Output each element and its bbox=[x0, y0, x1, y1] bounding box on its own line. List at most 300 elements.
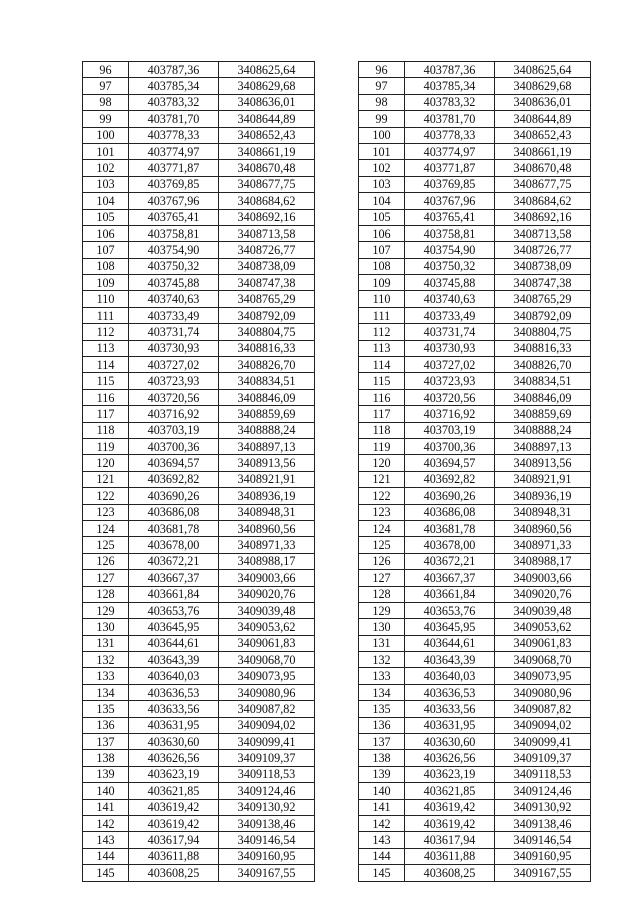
coordinate-table-right bbox=[358, 61, 591, 882]
table-row bbox=[83, 389, 315, 405]
point-number-cell: 104 bbox=[83, 193, 129, 209]
table-row bbox=[359, 668, 591, 684]
x-coordinate-cell: 403619,42 bbox=[405, 799, 495, 815]
y-coordinate-cell: 3408670,48 bbox=[495, 160, 591, 176]
point-number-cell: 115 bbox=[359, 373, 405, 389]
table-row bbox=[83, 832, 315, 848]
table-row bbox=[359, 652, 591, 668]
x-coordinate-cell: 403672,21 bbox=[405, 553, 495, 569]
point-number-cell: 96 bbox=[83, 62, 129, 78]
table-row bbox=[83, 602, 315, 618]
table-row bbox=[359, 111, 591, 127]
y-coordinate-cell: 3408684,62 bbox=[495, 193, 591, 209]
y-coordinate-cell: 3408661,19 bbox=[219, 143, 315, 159]
y-coordinate-cell: 3409167,55 bbox=[219, 865, 315, 881]
x-coordinate-cell: 403621,85 bbox=[405, 783, 495, 799]
y-coordinate-cell: 3408677,75 bbox=[219, 176, 315, 192]
point-number-cell: 105 bbox=[359, 209, 405, 225]
x-coordinate-cell: 403765,41 bbox=[129, 209, 219, 225]
table-row bbox=[83, 537, 315, 553]
x-coordinate-cell: 403730,93 bbox=[405, 340, 495, 356]
y-coordinate-cell: 3408644,89 bbox=[495, 111, 591, 127]
table-row bbox=[83, 865, 315, 881]
y-coordinate-cell: 3408629,68 bbox=[219, 78, 315, 94]
x-coordinate-cell: 403633,56 bbox=[129, 701, 219, 717]
y-coordinate-cell: 3408644,89 bbox=[219, 111, 315, 127]
x-coordinate-cell: 403617,94 bbox=[129, 832, 219, 848]
table-row bbox=[83, 111, 315, 127]
table-row bbox=[83, 62, 315, 78]
y-coordinate-cell: 3409094,02 bbox=[495, 717, 591, 733]
y-coordinate-cell: 3409124,46 bbox=[495, 783, 591, 799]
point-number-cell: 141 bbox=[83, 799, 129, 815]
x-coordinate-cell: 403740,63 bbox=[405, 291, 495, 307]
table-row bbox=[359, 143, 591, 159]
y-coordinate-cell: 3408948,31 bbox=[495, 504, 591, 520]
point-number-cell: 108 bbox=[83, 258, 129, 274]
x-coordinate-cell: 403623,19 bbox=[405, 766, 495, 782]
table-row bbox=[359, 799, 591, 815]
point-number-cell: 139 bbox=[359, 766, 405, 782]
x-coordinate-cell: 403778,33 bbox=[129, 127, 219, 143]
table-row bbox=[83, 373, 315, 389]
y-coordinate-cell: 3409053,62 bbox=[495, 619, 591, 635]
table-row bbox=[359, 127, 591, 143]
table-row bbox=[359, 193, 591, 209]
y-coordinate-cell: 3409003,66 bbox=[495, 570, 591, 586]
point-number-cell: 137 bbox=[359, 734, 405, 750]
table-row bbox=[83, 160, 315, 176]
point-number-cell: 123 bbox=[83, 504, 129, 520]
point-number-cell: 143 bbox=[359, 832, 405, 848]
x-coordinate-cell: 403619,42 bbox=[405, 815, 495, 831]
table-row bbox=[359, 455, 591, 471]
table-row bbox=[359, 340, 591, 356]
y-coordinate-cell: 3409124,46 bbox=[219, 783, 315, 799]
table-row bbox=[83, 750, 315, 766]
point-number-cell: 102 bbox=[83, 160, 129, 176]
y-coordinate-cell: 3408921,91 bbox=[495, 471, 591, 487]
x-coordinate-cell: 403643,39 bbox=[405, 652, 495, 668]
y-coordinate-cell: 3408971,33 bbox=[495, 537, 591, 553]
x-coordinate-cell: 403731,74 bbox=[129, 324, 219, 340]
y-coordinate-cell: 3409109,37 bbox=[495, 750, 591, 766]
point-number-cell: 128 bbox=[359, 586, 405, 602]
x-coordinate-cell: 403644,61 bbox=[129, 635, 219, 651]
point-number-cell: 106 bbox=[83, 225, 129, 241]
point-number-cell: 107 bbox=[83, 242, 129, 258]
point-number-cell: 135 bbox=[359, 701, 405, 717]
point-number-cell: 119 bbox=[83, 438, 129, 454]
x-coordinate-cell: 403667,37 bbox=[129, 570, 219, 586]
point-number-cell: 125 bbox=[359, 537, 405, 553]
x-coordinate-cell: 403731,74 bbox=[405, 324, 495, 340]
point-number-cell: 125 bbox=[83, 537, 129, 553]
table-row bbox=[83, 143, 315, 159]
x-coordinate-cell: 403767,96 bbox=[129, 193, 219, 209]
x-coordinate-cell: 403630,60 bbox=[129, 734, 219, 750]
point-number-cell: 122 bbox=[359, 488, 405, 504]
x-coordinate-cell: 403745,88 bbox=[405, 275, 495, 291]
point-number-cell: 133 bbox=[83, 668, 129, 684]
x-coordinate-cell: 403716,92 bbox=[129, 406, 219, 422]
point-number-cell: 137 bbox=[83, 734, 129, 750]
table-row bbox=[83, 471, 315, 487]
point-number-cell: 126 bbox=[83, 553, 129, 569]
y-coordinate-cell: 3409020,76 bbox=[219, 586, 315, 602]
y-coordinate-cell: 3408747,38 bbox=[495, 275, 591, 291]
x-coordinate-cell: 403611,88 bbox=[405, 848, 495, 864]
table-row bbox=[83, 619, 315, 635]
y-coordinate-cell: 3408859,69 bbox=[495, 406, 591, 422]
y-coordinate-cell: 3408677,75 bbox=[495, 176, 591, 192]
x-coordinate-cell: 403643,39 bbox=[129, 652, 219, 668]
table-row bbox=[359, 504, 591, 520]
table-row bbox=[359, 406, 591, 422]
table-row bbox=[83, 799, 315, 815]
y-coordinate-cell: 3409146,54 bbox=[495, 832, 591, 848]
point-number-cell: 124 bbox=[83, 520, 129, 536]
x-coordinate-cell: 403619,42 bbox=[129, 799, 219, 815]
table-row bbox=[83, 176, 315, 192]
point-number-cell: 130 bbox=[83, 619, 129, 635]
y-coordinate-cell: 3408738,09 bbox=[219, 258, 315, 274]
table-row bbox=[83, 307, 315, 323]
point-number-cell: 135 bbox=[83, 701, 129, 717]
table-row bbox=[359, 471, 591, 487]
y-coordinate-cell: 3408936,19 bbox=[495, 488, 591, 504]
x-coordinate-cell: 403783,32 bbox=[129, 94, 219, 110]
y-coordinate-cell: 3408792,09 bbox=[495, 307, 591, 323]
table-row bbox=[83, 815, 315, 831]
table-row bbox=[83, 717, 315, 733]
point-number-cell: 106 bbox=[359, 225, 405, 241]
x-coordinate-cell: 403754,90 bbox=[129, 242, 219, 258]
x-coordinate-cell: 403631,95 bbox=[405, 717, 495, 733]
y-coordinate-cell: 3408738,09 bbox=[495, 258, 591, 274]
x-coordinate-cell: 403617,94 bbox=[405, 832, 495, 848]
x-coordinate-cell: 403690,26 bbox=[129, 488, 219, 504]
y-coordinate-cell: 3409099,41 bbox=[495, 734, 591, 750]
table-row bbox=[359, 209, 591, 225]
x-coordinate-cell: 403720,56 bbox=[405, 389, 495, 405]
x-coordinate-cell: 403771,87 bbox=[129, 160, 219, 176]
y-coordinate-cell: 3409087,82 bbox=[495, 701, 591, 717]
table-row bbox=[359, 717, 591, 733]
x-coordinate-cell: 403774,97 bbox=[129, 143, 219, 159]
y-coordinate-cell: 3409073,95 bbox=[219, 668, 315, 684]
y-coordinate-cell: 3408936,19 bbox=[219, 488, 315, 504]
table-row bbox=[359, 586, 591, 602]
table-row bbox=[83, 340, 315, 356]
table-row bbox=[359, 176, 591, 192]
point-number-cell: 140 bbox=[83, 783, 129, 799]
point-number-cell: 99 bbox=[359, 111, 405, 127]
x-coordinate-cell: 403769,85 bbox=[405, 176, 495, 192]
table-row bbox=[83, 78, 315, 94]
x-coordinate-cell: 403645,95 bbox=[129, 619, 219, 635]
point-number-cell: 129 bbox=[83, 602, 129, 618]
point-number-cell: 100 bbox=[83, 127, 129, 143]
table-row bbox=[83, 766, 315, 782]
table-row bbox=[83, 209, 315, 225]
x-coordinate-cell: 403754,90 bbox=[405, 242, 495, 258]
y-coordinate-cell: 3409061,83 bbox=[495, 635, 591, 651]
table-row bbox=[83, 504, 315, 520]
y-coordinate-cell: 3408804,75 bbox=[219, 324, 315, 340]
point-number-cell: 129 bbox=[359, 602, 405, 618]
table-row bbox=[359, 62, 591, 78]
point-number-cell: 117 bbox=[359, 406, 405, 422]
x-coordinate-cell: 403645,95 bbox=[405, 619, 495, 635]
point-number-cell: 131 bbox=[359, 635, 405, 651]
point-number-cell: 119 bbox=[359, 438, 405, 454]
x-coordinate-cell: 403750,32 bbox=[405, 258, 495, 274]
table-row bbox=[359, 324, 591, 340]
y-coordinate-cell: 3409130,92 bbox=[495, 799, 591, 815]
x-coordinate-cell: 403758,81 bbox=[129, 225, 219, 241]
y-coordinate-cell: 3408816,33 bbox=[219, 340, 315, 356]
x-coordinate-cell: 403667,37 bbox=[405, 570, 495, 586]
table-row bbox=[359, 373, 591, 389]
point-number-cell: 131 bbox=[83, 635, 129, 651]
x-coordinate-cell: 403771,87 bbox=[405, 160, 495, 176]
y-coordinate-cell: 3409138,46 bbox=[495, 815, 591, 831]
y-coordinate-cell: 3408921,91 bbox=[219, 471, 315, 487]
y-coordinate-cell: 3408747,38 bbox=[219, 275, 315, 291]
x-coordinate-cell: 403700,36 bbox=[405, 438, 495, 454]
y-coordinate-cell: 3409073,95 bbox=[495, 668, 591, 684]
x-coordinate-cell: 403644,61 bbox=[405, 635, 495, 651]
x-coordinate-cell: 403619,42 bbox=[129, 815, 219, 831]
table-row bbox=[359, 275, 591, 291]
y-coordinate-cell: 3408846,09 bbox=[495, 389, 591, 405]
point-number-cell: 96 bbox=[359, 62, 405, 78]
y-coordinate-cell: 3409053,62 bbox=[219, 619, 315, 635]
x-coordinate-cell: 403623,19 bbox=[129, 766, 219, 782]
point-number-cell: 144 bbox=[83, 848, 129, 864]
table-row bbox=[83, 275, 315, 291]
x-coordinate-cell: 403690,26 bbox=[405, 488, 495, 504]
table-row bbox=[83, 684, 315, 700]
x-coordinate-cell: 403692,82 bbox=[129, 471, 219, 487]
table-row bbox=[83, 242, 315, 258]
x-coordinate-cell: 403733,49 bbox=[129, 307, 219, 323]
x-coordinate-cell: 403694,57 bbox=[129, 455, 219, 471]
point-number-cell: 136 bbox=[83, 717, 129, 733]
table-row bbox=[359, 357, 591, 373]
y-coordinate-cell: 3408859,69 bbox=[219, 406, 315, 422]
point-number-cell: 120 bbox=[359, 455, 405, 471]
point-number-cell: 105 bbox=[83, 209, 129, 225]
point-number-cell: 98 bbox=[359, 94, 405, 110]
table-row bbox=[359, 537, 591, 553]
y-coordinate-cell: 3409087,82 bbox=[219, 701, 315, 717]
table-row bbox=[359, 684, 591, 700]
table-row bbox=[83, 701, 315, 717]
point-number-cell: 127 bbox=[359, 570, 405, 586]
y-coordinate-cell: 3409061,83 bbox=[219, 635, 315, 651]
x-coordinate-cell: 403621,85 bbox=[129, 783, 219, 799]
x-coordinate-cell: 403774,97 bbox=[405, 143, 495, 159]
x-coordinate-cell: 403681,78 bbox=[129, 520, 219, 536]
point-number-cell: 127 bbox=[83, 570, 129, 586]
table-row bbox=[83, 258, 315, 274]
x-coordinate-cell: 403686,08 bbox=[129, 504, 219, 520]
x-coordinate-cell: 403723,93 bbox=[405, 373, 495, 389]
table-row bbox=[359, 422, 591, 438]
y-coordinate-cell: 3408897,13 bbox=[219, 438, 315, 454]
table-row bbox=[359, 160, 591, 176]
point-number-cell: 144 bbox=[359, 848, 405, 864]
point-number-cell: 124 bbox=[359, 520, 405, 536]
point-number-cell: 97 bbox=[83, 78, 129, 94]
table-row bbox=[83, 127, 315, 143]
x-coordinate-cell: 403631,95 bbox=[129, 717, 219, 733]
y-coordinate-cell: 3408625,64 bbox=[495, 62, 591, 78]
y-coordinate-cell: 3408726,77 bbox=[495, 242, 591, 258]
y-coordinate-cell: 3408765,29 bbox=[219, 291, 315, 307]
y-coordinate-cell: 3409080,96 bbox=[495, 684, 591, 700]
point-number-cell: 113 bbox=[359, 340, 405, 356]
x-coordinate-cell: 403720,56 bbox=[129, 389, 219, 405]
point-number-cell: 104 bbox=[359, 193, 405, 209]
x-coordinate-cell: 403608,25 bbox=[405, 865, 495, 881]
table-row bbox=[359, 520, 591, 536]
table-row bbox=[83, 783, 315, 799]
point-number-cell: 114 bbox=[359, 357, 405, 373]
x-coordinate-cell: 403694,57 bbox=[405, 455, 495, 471]
table-row bbox=[83, 520, 315, 536]
point-number-cell: 100 bbox=[359, 127, 405, 143]
table-row bbox=[83, 570, 315, 586]
x-coordinate-cell: 403745,88 bbox=[129, 275, 219, 291]
table-row bbox=[359, 832, 591, 848]
y-coordinate-cell: 3408888,24 bbox=[495, 422, 591, 438]
y-coordinate-cell: 3408888,24 bbox=[219, 422, 315, 438]
x-coordinate-cell: 403686,08 bbox=[405, 504, 495, 520]
table-row bbox=[359, 242, 591, 258]
point-number-cell: 132 bbox=[359, 652, 405, 668]
y-coordinate-cell: 3408636,01 bbox=[219, 94, 315, 110]
table-row bbox=[83, 734, 315, 750]
point-number-cell: 112 bbox=[359, 324, 405, 340]
x-coordinate-cell: 403661,84 bbox=[129, 586, 219, 602]
y-coordinate-cell: 3408661,19 bbox=[495, 143, 591, 159]
point-number-cell: 133 bbox=[359, 668, 405, 684]
x-coordinate-cell: 403787,36 bbox=[129, 62, 219, 78]
x-coordinate-cell: 403630,60 bbox=[405, 734, 495, 750]
y-coordinate-cell: 3409160,95 bbox=[219, 848, 315, 864]
point-number-cell: 110 bbox=[83, 291, 129, 307]
point-number-cell: 140 bbox=[359, 783, 405, 799]
point-number-cell: 116 bbox=[359, 389, 405, 405]
table-row bbox=[83, 422, 315, 438]
x-coordinate-cell: 403730,93 bbox=[129, 340, 219, 356]
point-number-cell: 121 bbox=[83, 471, 129, 487]
x-coordinate-cell: 403681,78 bbox=[405, 520, 495, 536]
x-coordinate-cell: 403785,34 bbox=[405, 78, 495, 94]
y-coordinate-cell: 3409118,53 bbox=[495, 766, 591, 782]
table-row bbox=[83, 406, 315, 422]
y-coordinate-cell: 3408834,51 bbox=[495, 373, 591, 389]
y-coordinate-cell: 3408713,58 bbox=[495, 225, 591, 241]
table-row bbox=[359, 815, 591, 831]
x-coordinate-cell: 403653,76 bbox=[129, 602, 219, 618]
y-coordinate-cell: 3409130,92 bbox=[219, 799, 315, 815]
table-row bbox=[359, 766, 591, 782]
y-coordinate-cell: 3408913,56 bbox=[219, 455, 315, 471]
x-coordinate-cell: 403703,19 bbox=[405, 422, 495, 438]
point-number-cell: 120 bbox=[83, 455, 129, 471]
x-coordinate-cell: 403678,00 bbox=[129, 537, 219, 553]
point-number-cell: 98 bbox=[83, 94, 129, 110]
y-coordinate-cell: 3408713,58 bbox=[219, 225, 315, 241]
table-row bbox=[359, 78, 591, 94]
y-coordinate-cell: 3408692,16 bbox=[495, 209, 591, 225]
y-coordinate-cell: 3408960,56 bbox=[219, 520, 315, 536]
table-row bbox=[359, 438, 591, 454]
y-coordinate-cell: 3408692,16 bbox=[219, 209, 315, 225]
point-number-cell: 143 bbox=[83, 832, 129, 848]
x-coordinate-cell: 403653,76 bbox=[405, 602, 495, 618]
x-coordinate-cell: 403750,32 bbox=[129, 258, 219, 274]
y-coordinate-cell: 3409003,66 bbox=[219, 570, 315, 586]
y-coordinate-cell: 3408652,43 bbox=[219, 127, 315, 143]
table-row bbox=[359, 488, 591, 504]
table-row bbox=[359, 865, 591, 881]
table-row bbox=[359, 701, 591, 717]
y-coordinate-cell: 3409039,48 bbox=[495, 602, 591, 618]
y-coordinate-cell: 3409109,37 bbox=[219, 750, 315, 766]
point-number-cell: 99 bbox=[83, 111, 129, 127]
coordinate-table-left-body bbox=[83, 62, 315, 882]
table-row bbox=[359, 291, 591, 307]
x-coordinate-cell: 403640,03 bbox=[405, 668, 495, 684]
table-row bbox=[359, 848, 591, 864]
x-coordinate-cell: 403769,85 bbox=[129, 176, 219, 192]
y-coordinate-cell: 3408684,62 bbox=[219, 193, 315, 209]
point-number-cell: 130 bbox=[359, 619, 405, 635]
y-coordinate-cell: 3409020,76 bbox=[495, 586, 591, 602]
table-row bbox=[83, 586, 315, 602]
point-number-cell: 113 bbox=[83, 340, 129, 356]
point-number-cell: 118 bbox=[83, 422, 129, 438]
point-number-cell: 109 bbox=[359, 275, 405, 291]
x-coordinate-cell: 403636,53 bbox=[129, 684, 219, 700]
y-coordinate-cell: 3408792,09 bbox=[219, 307, 315, 323]
table-row bbox=[359, 258, 591, 274]
point-number-cell: 111 bbox=[83, 307, 129, 323]
y-coordinate-cell: 3409118,53 bbox=[219, 766, 315, 782]
y-coordinate-cell: 3408846,09 bbox=[219, 389, 315, 405]
point-number-cell: 101 bbox=[83, 143, 129, 159]
table-row bbox=[359, 750, 591, 766]
y-coordinate-cell: 3409138,46 bbox=[219, 815, 315, 831]
y-coordinate-cell: 3408636,01 bbox=[495, 94, 591, 110]
x-coordinate-cell: 403781,70 bbox=[405, 111, 495, 127]
point-number-cell: 102 bbox=[359, 160, 405, 176]
x-coordinate-cell: 403661,84 bbox=[405, 586, 495, 602]
x-coordinate-cell: 403727,02 bbox=[405, 357, 495, 373]
table-row bbox=[359, 570, 591, 586]
point-number-cell: 118 bbox=[359, 422, 405, 438]
point-number-cell: 103 bbox=[359, 176, 405, 192]
point-number-cell: 117 bbox=[83, 406, 129, 422]
point-number-cell: 103 bbox=[83, 176, 129, 192]
table-row bbox=[83, 291, 315, 307]
y-coordinate-cell: 3408726,77 bbox=[219, 242, 315, 258]
